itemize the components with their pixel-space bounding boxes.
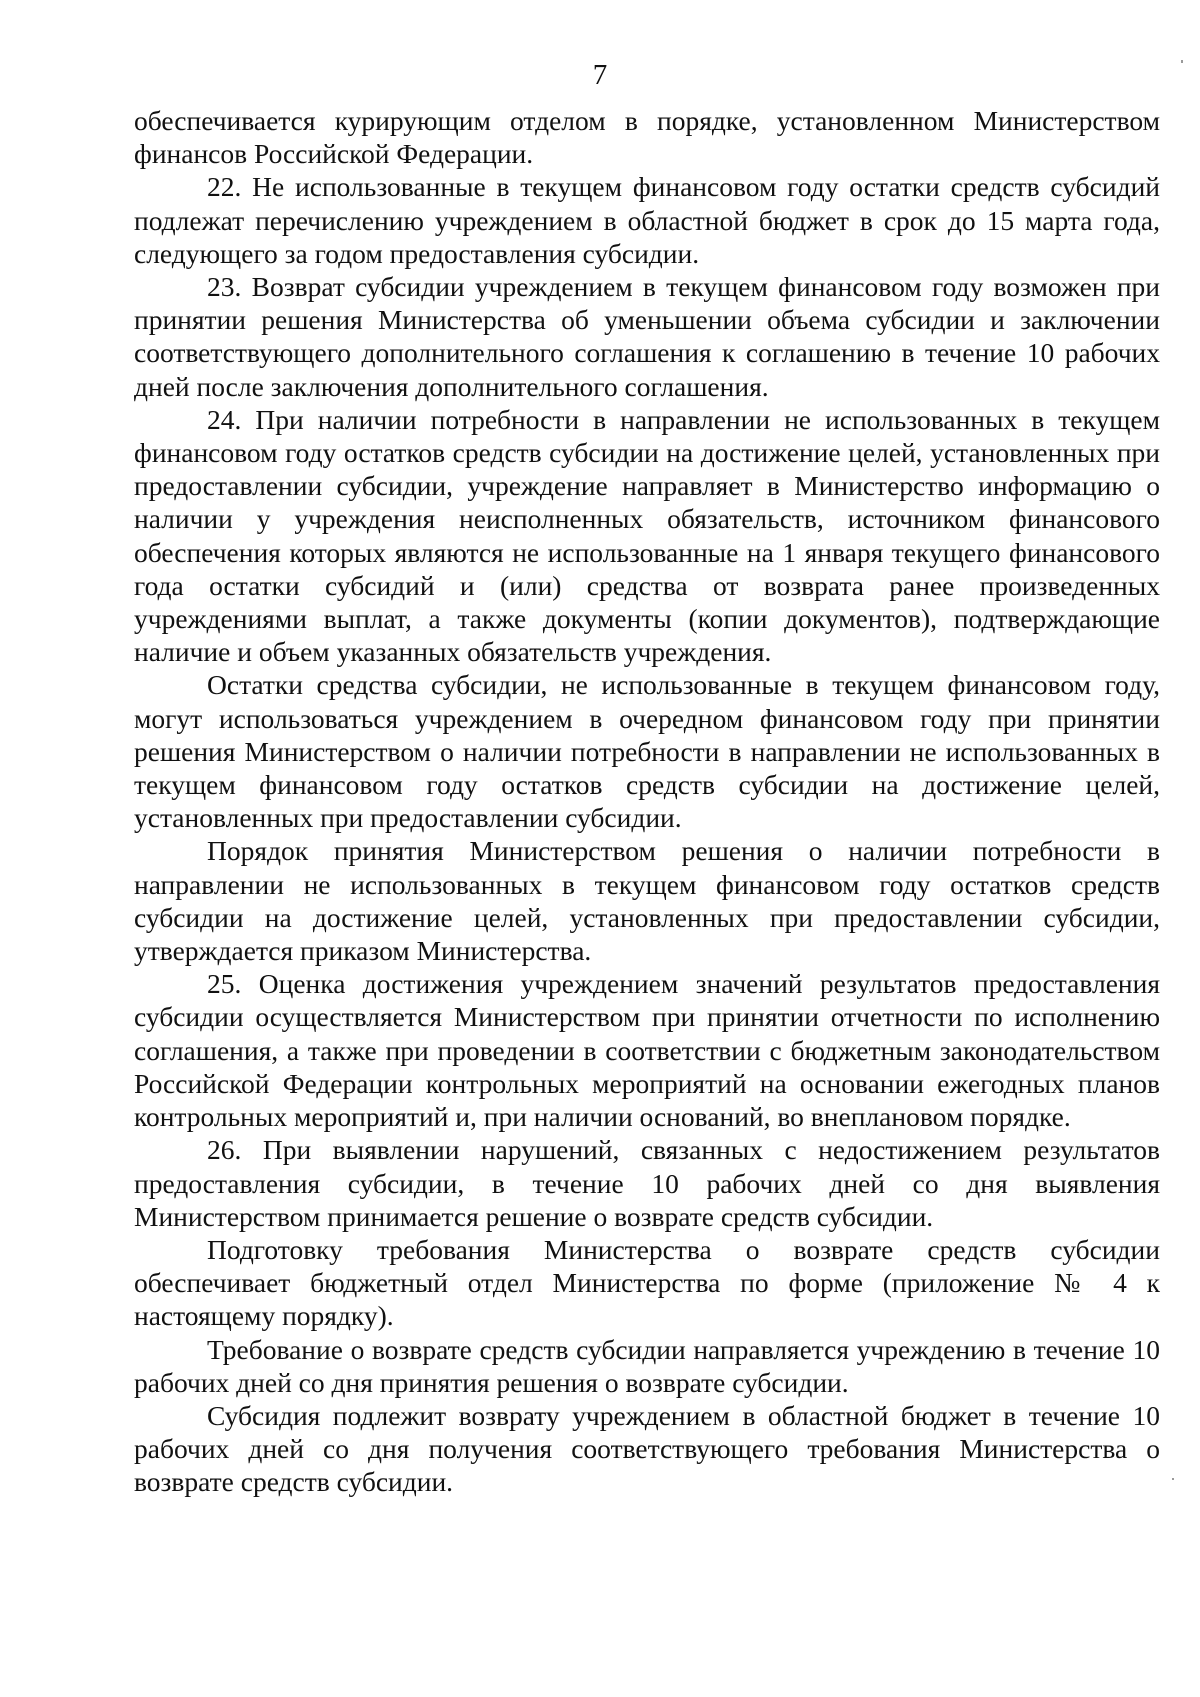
page-number: 7 — [592, 59, 608, 91]
paragraph-24: 24. При наличии потребности в направлении не использованных в текущем финансовом году остатков средств субсидии на достижение целей, установленных при предоставлении субсидии, учреждение направляет в Министерство информацию о наличии у учреждения неисполненных обязательств, источником финансового обеспечения которых являются не использованные на 1 января текущего финансового года остатки субсидий и (или) средства от возврата ранее произведенных учреждениями выплат, а также документы (копии документов), подтверждающие наличие и объем указанных обязательств учреждения. — [134, 403, 1160, 668]
scan-artifact — [1172, 1478, 1174, 1480]
document-body — [134, 104, 1160, 1499]
paragraph-25: 25. Оценка достижения учреждением значений результатов предоставления субсидии осуществляется Министерством при принятии отчетности по исполнению соглашения, а также при проведении в соответствии с бюджетным законодательством Российской Федерации контрольных мероприятий на основании ежегодных планов контрольных мероприятий и, при наличии оснований, во внеплановом порядке. — [134, 968, 1160, 1133]
paragraph-23: 23. Возврат субсидии учреждением в текущем финансовом году возможен при принятии решения Министерства об уменьшении объема субсидии и заключении соответствующего дополнительного соглашения к соглашению в течение 10 рабочих дней после заключения дополнительного соглашения. — [134, 271, 1160, 402]
paragraph-26: 26. При выявлении нарушений, связанных с недостижением результатов предоставления субсидии, в течение 10 рабочих дней со дня выявления Министерством принимается решение о возврате средств субсидии. — [134, 1134, 1160, 1232]
paragraph-26-demand: Требование о возврате средств субсидии направляется учреждению в течение 10 рабочих дней со дня принятия решения о возврате субсидии. — [134, 1333, 1160, 1398]
paragraph-continuation: обеспечивается курирующим отделом в порядке, установленном Министерством финансов Российской Федерации. — [134, 105, 1160, 170]
paragraph-22: 22. Не использованные в текущем финансовом году остатки средств субсидий подлежат перечислению учреждением в областной бюджет в срок до 15 марта года, следующего за годом предоставления субсидии. — [134, 171, 1160, 269]
scan-artifact — [1181, 60, 1183, 63]
paragraph-26-preparation: Подготовку требования Министерства о возврате средств субсидии обеспечивает бюджетный отдел Министерства по форме (приложение № 4 к настоящему порядку). — [134, 1233, 1160, 1332]
paragraph-24-procedure: Порядок принятия Министерством решения о наличии потребности в направлении не использованных в текущем финансовом году остатков средств субсидии на достижение целей, установленных при предоставлении субсидии, утверждается приказом Министерства. — [134, 835, 1160, 967]
paragraph-24-remainders: Остатки средства субсидии, не использованные в текущем финансовом году, могут использоваться учреждением в очередном финансовом году при принятии решения Министерством о наличии потребности в направлении не использованных в текущем финансовом году остатков средств субсидии на достижение целей, установленных при предоставлении субсидии. — [134, 669, 1160, 834]
paragraph-26-refund: Субсидия подлежит возврату учреждением в областной бюджет в течение 10 рабочих дней со дня получения соответствующего требования Министерства о возврате средств субсидии. — [134, 1399, 1160, 1498]
